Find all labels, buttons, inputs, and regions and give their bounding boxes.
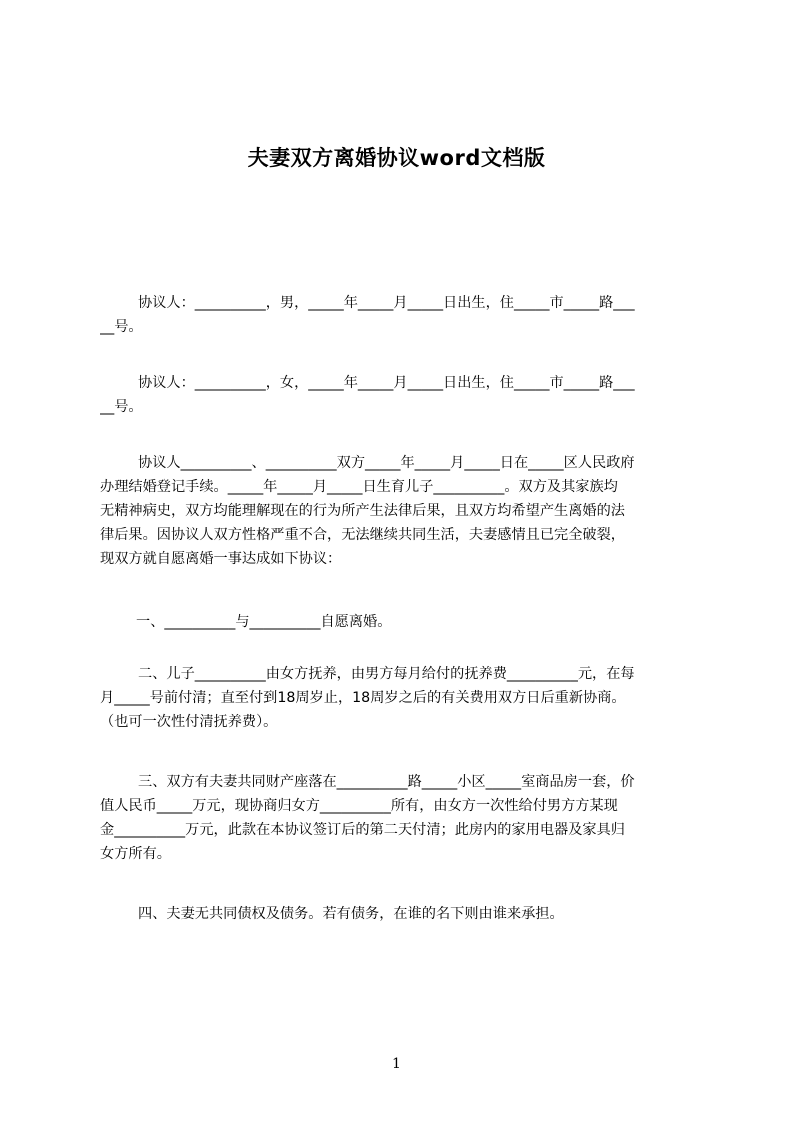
paragraph-line: __号。 — [100, 399, 143, 415]
paragraph-line: 律后果。因协议人双方性格严重不合，无法继续共同生活，夫妻感情且已完全破裂， — [100, 527, 625, 543]
clause-4 — [100, 902, 700, 926]
paragraph-line: 现双方就自愿离婚一事达成如下协议： — [100, 551, 342, 567]
paragraph-line: 协议人：__________，男，_____年_____月_____日出生，住_____市_____路___ — [138, 295, 635, 311]
paragraph-line: 月_____号前付清；直至付到18周岁止，18周岁之后的有关费用双方日后重新协商。 — [100, 690, 626, 706]
paragraph-party-male — [100, 291, 700, 339]
paragraph-line: 三、双方有夫妻共同财产座落在__________路_____小区_____室商品房一套，价 — [138, 774, 635, 790]
paragraph-background — [100, 451, 700, 571]
paragraph-line: 金__________万元，此款在本协议签订后的第二天付清；此房内的家用电器及家具归 — [100, 822, 625, 838]
paragraph-line: （也可一次性付清抚养费）。 — [100, 714, 278, 730]
paragraph-line: __号。 — [100, 319, 143, 335]
document-title: 夫妻双方离婚协议word文档版 — [247, 146, 546, 170]
paragraph-line: 二、儿子__________由女方抚养，由男方每月给付的抚养费__________元，在每 — [138, 666, 635, 682]
paragraph-line: 四、夫妻无共同债权及债务。若有债务，在谁的名下则由谁来承担。 — [138, 906, 564, 922]
clause-3 — [100, 770, 700, 866]
clause-2 — [100, 662, 700, 734]
paragraph-line: 值人民币_____万元，现协商归女方__________所有，由女方一次性给付男方方某现 — [100, 798, 618, 814]
paragraph-line: 协议人__________、__________双方_____年_____月_____日在_____区人民政府 — [138, 455, 635, 471]
paragraph-line: 一、__________与__________自愿离婚。 — [136, 614, 392, 630]
paragraph-party-female — [100, 371, 700, 419]
paragraph-line: 办理结婚登记手续。_____年_____月_____日生育儿子__________。双方及其家族均 — [100, 479, 618, 495]
paragraph-line: 女方所有。 — [100, 846, 171, 862]
paragraph-line: 无精神病史，双方均能理解现在的行为所产生法律后果，且双方均希望产生离婚的法 — [100, 503, 625, 519]
page-number: 1 — [392, 1056, 401, 1072]
clause-1 — [100, 610, 700, 634]
paragraph-line: 协议人：__________，女，_____年_____月_____日出生，住_____市_____路___ — [138, 375, 635, 391]
